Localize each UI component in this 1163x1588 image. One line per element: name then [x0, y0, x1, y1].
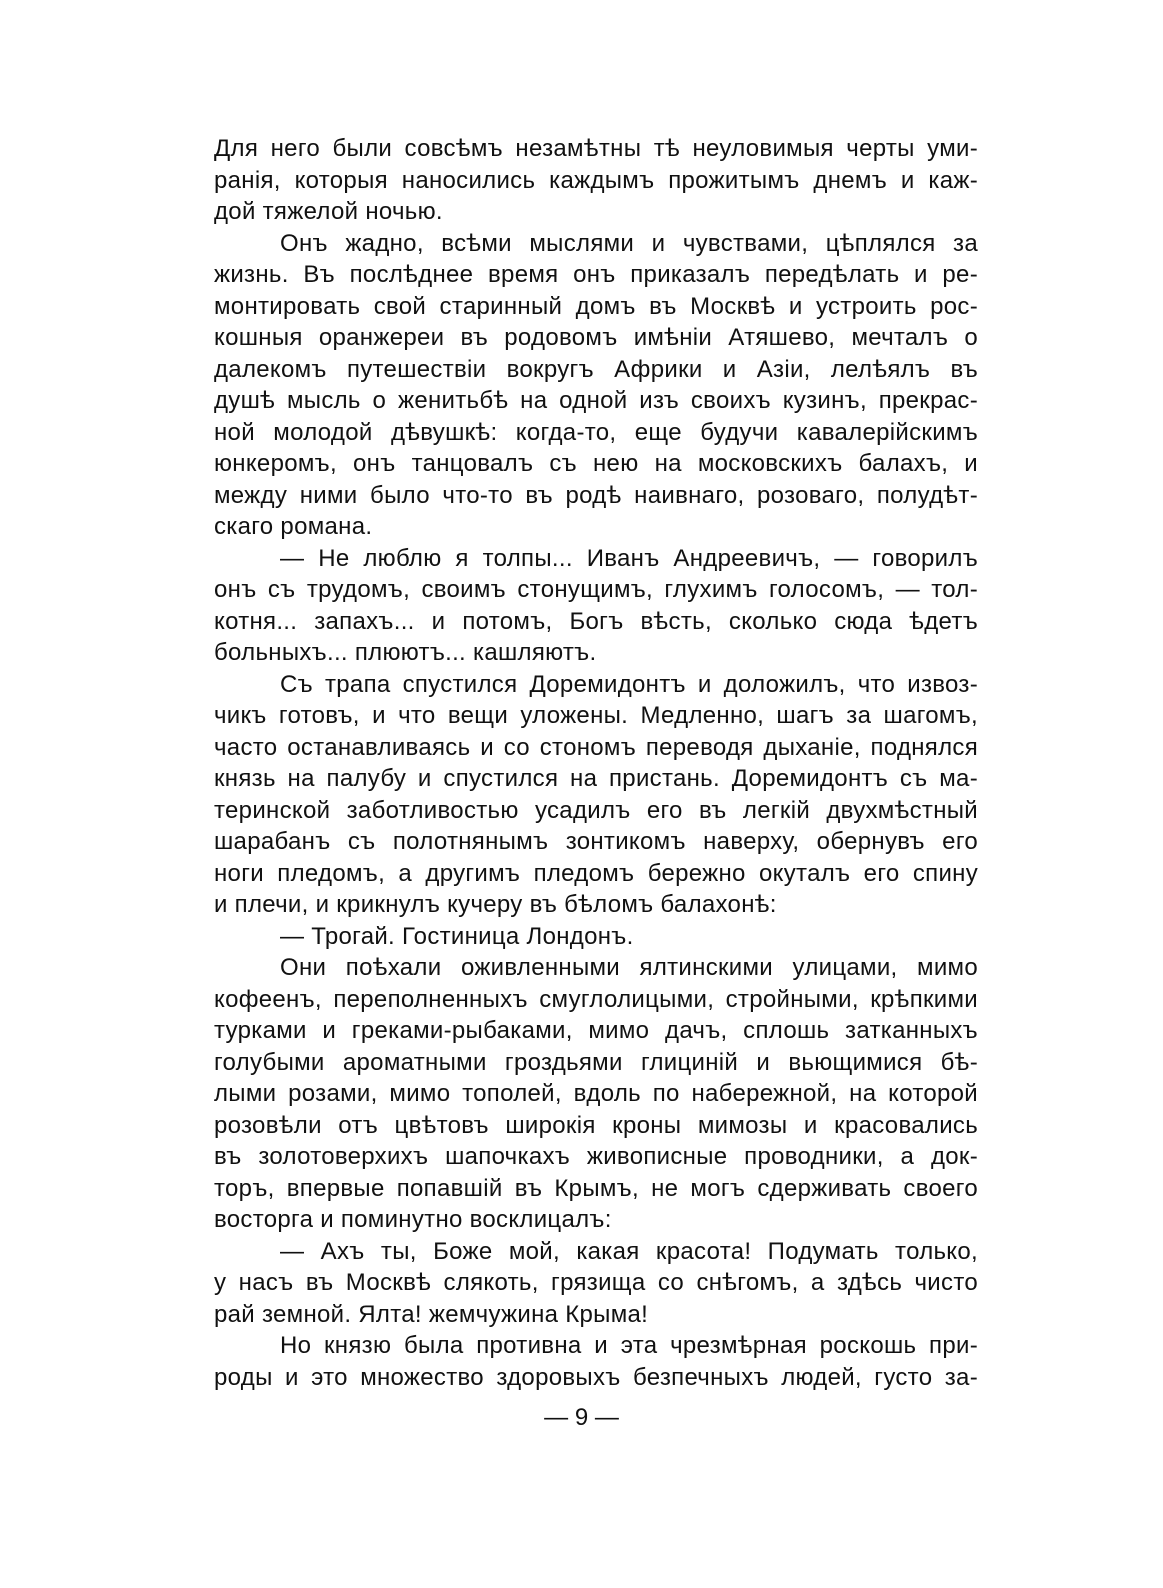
- text-line: турками и греками-рыбаками, мимо дачъ, сплошь затканныхъ: [214, 1017, 978, 1044]
- text-line: розовѣли отъ цвѣтовъ широкія кроны мимозы и красовались: [214, 1111, 978, 1139]
- text-line: теринской заботливостью усадилъ его въ легкій двухмѣстный: [214, 796, 978, 824]
- text-line: Они поѣхали оживленными ялтинскими улицами, мимо: [280, 954, 978, 981]
- text-line: — Ахъ ты, Боже мой, какая красота! Подумать только,: [280, 1237, 978, 1265]
- text-line: въ золотоверхихъ шапочкахъ живописные проводники, а док-: [214, 1143, 978, 1170]
- text-line: кофеенъ, переполненныхъ смуглолицыми, стройными, крѣпкими: [214, 985, 978, 1013]
- text-line: восторга и поминутно восклицалъ:: [214, 1206, 612, 1233]
- text-line: — Трогай. Гостиница Лондонъ.: [280, 922, 634, 950]
- text-line: роды и это множество здоровыхъ безпечныхъ людей, густо за-: [214, 1363, 978, 1391]
- text-line: ранія, которыя наносились каждымъ прожитымъ днемъ и каж-: [214, 166, 978, 194]
- text-line: больныхъ... плюютъ... кашляютъ.: [214, 639, 597, 666]
- text-line: Для него были совсѣмъ незамѣтны тѣ неуловимыя черты уми-: [214, 135, 978, 162]
- text-line: юнкеромъ, онъ танцовалъ съ нею на московскихъ балахъ, и: [214, 450, 978, 477]
- text-line: Но князю была противна и эта чрезмѣрная роскошь при-: [280, 1332, 978, 1359]
- text-line: — Не люблю я толпы... Иванъ Андреевичъ, — говорилъ: [280, 544, 978, 572]
- text-line: Съ трапа спустился Доремидонтъ и доложилъ, что извоз-: [280, 670, 978, 698]
- text-line: жизнь. Въ послѣднее время онъ приказалъ передѣлать и ре-: [214, 261, 978, 288]
- text-line: и плечи, и крикнулъ кучеру въ бѣломъ балахонѣ:: [214, 891, 777, 918]
- text-line: чикъ готовъ, и что вещи уложены. Медленно, шагъ за шагомъ,: [214, 702, 978, 729]
- text-line: шарабанъ съ полотнянымъ зонтикомъ наверху, обернувъ его: [214, 828, 978, 855]
- text-line: далекомъ путешествіи вокругъ Африки и Азіи, лелѣялъ въ: [214, 355, 978, 383]
- text-line: кошныя оранжереи въ родовомъ имѣніи Атяшево, мечталъ о: [214, 324, 978, 351]
- text-line: голубыми ароматными гроздьями глициній и вьющимися бѣ-: [214, 1048, 978, 1076]
- body-text: [214, 133, 978, 1393]
- text-line: котня... запахъ... и потомъ, Богъ вѣсть, сколько сюда ѣдетъ: [214, 607, 978, 635]
- page-number: — 9 —: [544, 1404, 619, 1431]
- text-line: князь на палубу и спустился на пристань. Доремидонтъ съ ма-: [214, 765, 978, 792]
- text-line: онъ съ трудомъ, своимъ стонущимъ, глухимъ голосомъ, — тол-: [214, 576, 978, 603]
- text-line: ной молодой дѣвушкѣ: когда-то, еще будучи кавалерійскимъ: [214, 418, 978, 446]
- text-line: часто останавливаясь и со стономъ переводя дыханіе, поднялся: [214, 733, 978, 761]
- text-line: скаго романа.: [214, 513, 373, 540]
- text-line: рай земной. Ялта! жемчужина Крыма!: [214, 1300, 649, 1328]
- text-line: ноги пледомъ, а другимъ пледомъ бережно окуталъ его спину: [214, 859, 978, 887]
- text-line: душѣ мысль о женитьбѣ на одной изъ своихъ кузинъ, прекрас-: [214, 387, 978, 414]
- text-line: дой тяжелой ночью.: [214, 198, 443, 225]
- text-line: монтировать свой старинный домъ въ Москвѣ и устроить рос-: [214, 292, 978, 320]
- text-line: у насъ въ Москвѣ слякоть, грязища со снѣгомъ, а здѣсь чисто: [214, 1269, 978, 1296]
- text-line: Онъ жадно, всѣми мыслями и чувствами, цѣплялся за: [280, 229, 978, 257]
- text-line: торъ, впервые попавшій въ Крымъ, не могъ сдерживать своего: [214, 1174, 978, 1202]
- text-line: лыми розами, мимо тополей, вдоль по набережной, на которой: [214, 1080, 978, 1107]
- text-line: между ними было что-то въ родѣ наивнаго, розоваго, полудѣт-: [214, 481, 978, 509]
